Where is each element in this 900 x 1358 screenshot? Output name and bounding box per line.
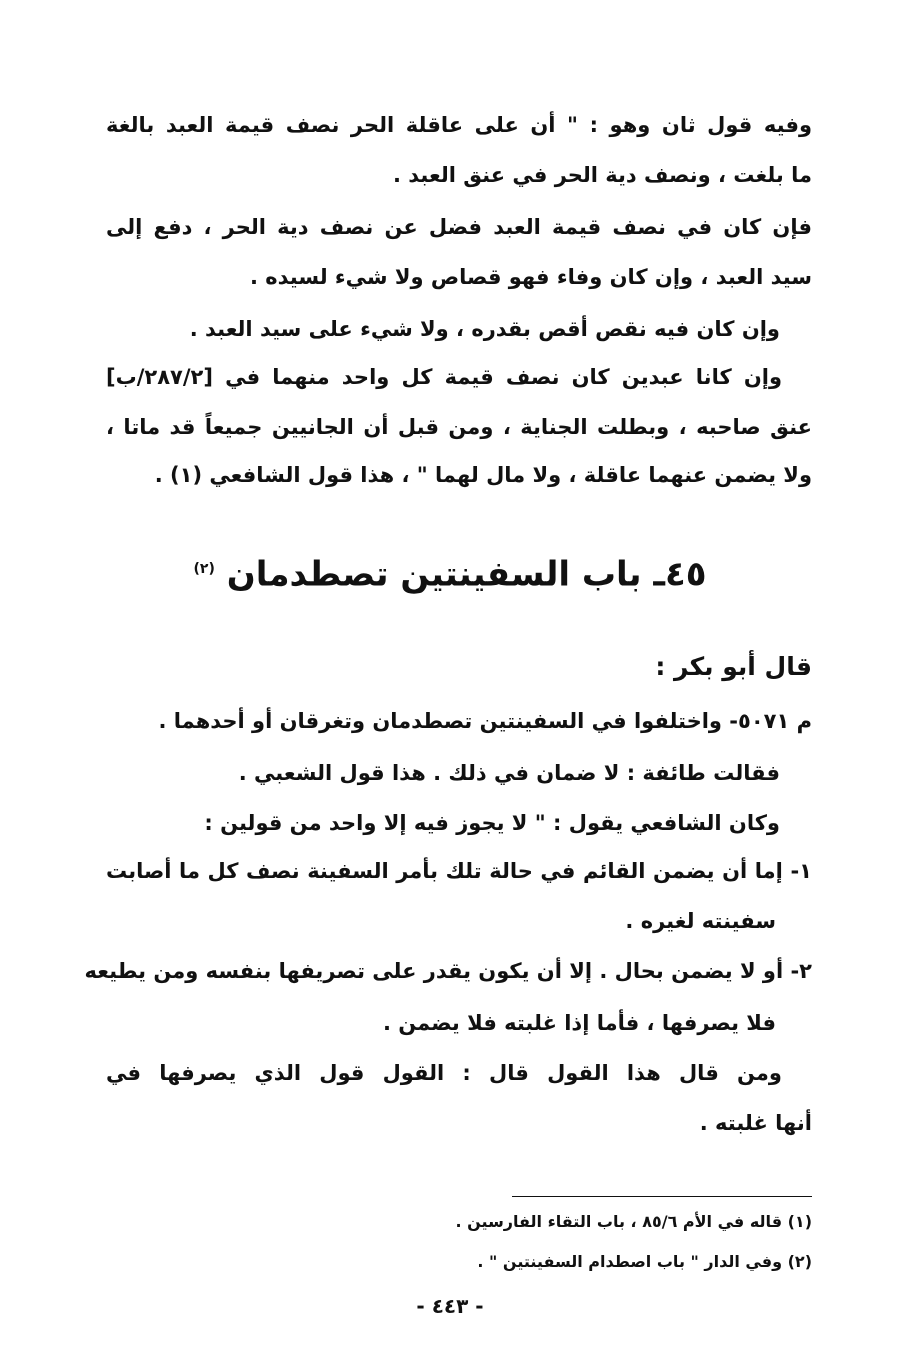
text-line-8 bbox=[155, 460, 812, 490]
text-line-8-main: ولا يضمن عنهما عاقلة ، ولا مال لهما " ، هذا قول الشافعي bbox=[209, 463, 812, 487]
text-line-7: عنق صاحبه ، وبطلت الجناية ، ومن قبل أن الجانيين جميعاً قد ماتا ، bbox=[106, 415, 812, 439]
text-line-1: وفيه قول ثان وهو : " أن على عاقلة الحر نصف قيمة العبد بالغة bbox=[106, 113, 812, 137]
footnote-ref-2: (٢) bbox=[193, 561, 215, 577]
sub-heading: قال أبو بكر : bbox=[655, 652, 812, 681]
text-line-12: ١- إما أن يضمن القائم في حالة تلك بأمر السفينة نصف كل ما أصابت bbox=[106, 859, 812, 883]
text-line-14: ٢- أو لا يضمن بحال . إلا أن يكون يقدر على تصريفها بنفسه ومن يطيعه bbox=[84, 959, 812, 983]
text-line-9: م ٥٠٧١- واختلفوا في السفينتين تصطدمان وتغرقان أو أحدهما . bbox=[158, 709, 812, 733]
footnote-2: (٢) وفي الدار " باب اصطدام السفينتين " . bbox=[477, 1252, 812, 1271]
text-line-17: أنها غلبته . bbox=[699, 1111, 812, 1135]
text-line-15: فلا يصرفها ، فأما إذا غلبته فلا يضمن . bbox=[382, 1011, 776, 1035]
text-line-3: فإن كان في نصف قيمة العبد فضل عن نصف دية الحر ، دفع إلى bbox=[106, 215, 812, 239]
text-line-4: سيد العبد ، وإن كان وفاء فهو قصاص ولا شيء لسيده . bbox=[249, 265, 812, 289]
footnote-1: (١) قاله في الأم ٨٥/٦ ، باب التقاء الفارسين . bbox=[455, 1212, 812, 1231]
text-line-6: وإن كانا عبدين كان نصف قيمة كل واحد منهما في [٢٨٧/٢/ب] bbox=[106, 365, 782, 389]
text-line-11: وكان الشافعي يقول : " لا يجوز فيه إلا واحد من قولين : bbox=[204, 811, 780, 835]
text-line-16: ومن قال هذا القول قال : القول قول الذي يصرفها في bbox=[106, 1061, 782, 1085]
text-line-2: ما بلغت ، ونصف دية الحر في عنق العبد . bbox=[393, 163, 812, 187]
text-line-10: فقالت طائفة : لا ضمان في ذلك . هذا قول الشعبي . bbox=[238, 761, 780, 785]
text-line-5: وإن كان فيه نقص أقص بقدره ، ولا شيء على سيد العبد . bbox=[189, 317, 780, 341]
section-heading bbox=[0, 544, 900, 599]
footnote-separator bbox=[512, 1196, 812, 1197]
text-line-13: سفينته لغيره . bbox=[625, 909, 776, 933]
page-number: - ٤٤٣ - bbox=[416, 1294, 484, 1318]
section-heading-text: ٤٥ـ باب السفينتين تصطدمان bbox=[226, 554, 707, 595]
footnote-ref-1: (١) . bbox=[154, 463, 203, 487]
